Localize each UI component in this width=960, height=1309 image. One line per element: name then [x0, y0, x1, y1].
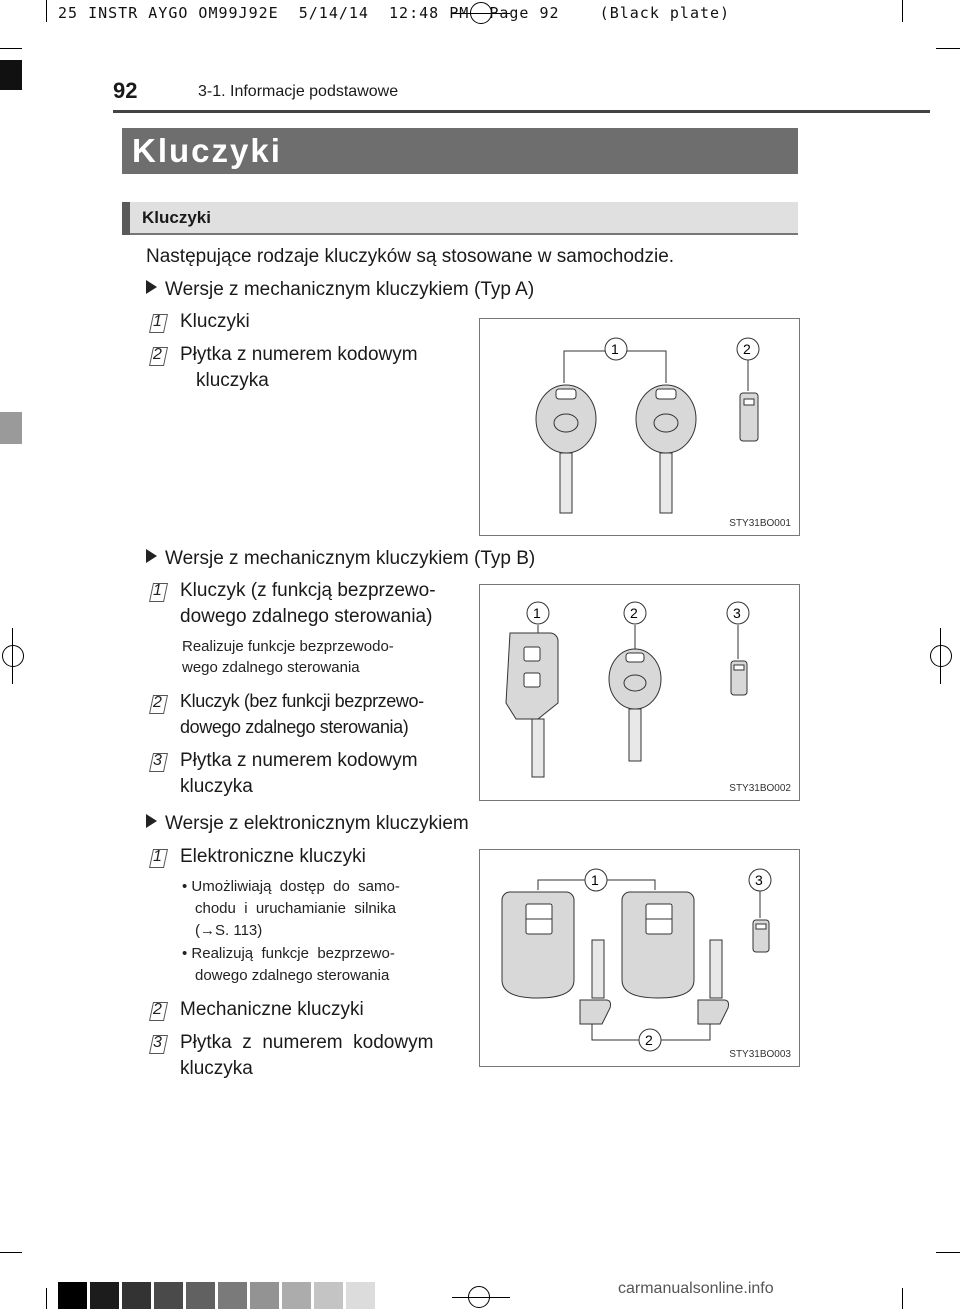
figure-electronic-keys	[479, 849, 800, 1067]
color-swatch	[314, 1282, 343, 1309]
color-swatch	[58, 1282, 87, 1309]
svg-text:2: 2	[645, 1032, 653, 1048]
color-swatch	[186, 1282, 215, 1309]
figure-keys-type-b	[479, 584, 800, 801]
registration-mark-icon	[2, 645, 24, 667]
svg-text:3: 3	[733, 605, 741, 621]
item-label: kluczyka	[196, 370, 269, 391]
item-label: Płytka z numerem kodowym	[180, 1032, 434, 1053]
figure-code: STY31BO003	[729, 1049, 791, 1060]
section-b-heading: Wersje z mechanicznym kluczykiem (Typ B)	[146, 546, 535, 572]
figure-code: STY31BO001	[729, 518, 791, 529]
crop-mark	[12, 628, 13, 684]
subsection-accent	[122, 202, 130, 235]
svg-text:1: 1	[533, 605, 541, 621]
item-label: dowego zdalnego sterowania)	[180, 717, 409, 737]
keys-illustration	[480, 585, 799, 800]
page-number: 92	[113, 78, 138, 103]
crop-mark	[936, 1252, 960, 1253]
crop-mark	[0, 48, 22, 49]
chapter-title: 3-1. Informacje podstawowe	[198, 83, 399, 100]
section-title-bar	[122, 128, 798, 174]
item-note: Realizuje funkcje bezprzewodo-	[182, 638, 394, 655]
item-number: 3	[150, 752, 166, 772]
section-a-heading: Wersje z mechanicznym kluczykiem (Typ A)	[146, 277, 534, 303]
item-number: 3	[150, 1034, 166, 1054]
code-plate-icon	[731, 661, 747, 695]
color-swatch	[154, 1282, 183, 1309]
corner-tab	[0, 60, 22, 90]
color-swatch	[250, 1282, 279, 1309]
mechanical-key-icon	[698, 940, 729, 1024]
key-icon	[536, 385, 596, 513]
color-swatch	[346, 1282, 375, 1309]
print-slug: 25 INSTR AYGO OM99J92E 5/14/14 12:48 PM Page 92 (Black plate)	[58, 4, 731, 22]
item-label: Kluczyki	[180, 311, 250, 332]
crop-mark	[902, 0, 903, 22]
subsection-bar	[122, 202, 798, 235]
mechanical-key-icon	[580, 940, 611, 1024]
arrow-right-icon	[146, 814, 157, 828]
bullet-text: (→S. 113)	[195, 922, 263, 939]
item-label: Kluczyk (z funkcją bezprzewo-	[180, 580, 436, 601]
item-label: Płytka z numerem kodowym	[180, 344, 418, 365]
key-icon	[609, 649, 661, 761]
bullet-text: • Realizują funkcje bezprzewo-	[182, 945, 395, 962]
keys-illustration	[480, 319, 799, 535]
color-swatch	[282, 1282, 311, 1309]
key-icon	[636, 385, 696, 513]
svg-text:2: 2	[630, 605, 638, 621]
item-number: 1	[150, 313, 166, 333]
bullet-text: • Umożliwiają dostęp do samo-	[182, 878, 400, 895]
keys-illustration	[480, 850, 799, 1066]
item-number: 2	[150, 694, 166, 714]
item-label: Elektroniczne kluczyki	[180, 846, 366, 867]
color-swatch	[122, 1282, 151, 1309]
subsection-title: Kluczyki	[142, 208, 211, 227]
item-label: Mechaniczne kluczyki	[180, 999, 364, 1020]
crop-mark	[940, 628, 941, 684]
crop-mark	[46, 1288, 47, 1309]
section-c-heading: Wersje z elektronicznym kluczykiem	[146, 811, 469, 837]
color-swatch	[218, 1282, 247, 1309]
figure-keys-type-a	[479, 318, 800, 536]
svg-text:1: 1	[611, 341, 619, 357]
figure-code: STY31BO002	[729, 783, 791, 794]
svg-text:1: 1	[591, 872, 599, 888]
arrow-right-icon	[146, 549, 157, 563]
crop-mark	[46, 0, 47, 22]
item-label: kluczyka	[180, 1058, 253, 1079]
item-number: 1	[150, 582, 166, 602]
watermark: carmanualsonline.info	[618, 1280, 774, 1297]
item-number: 2	[150, 346, 166, 366]
code-plate-icon	[740, 393, 758, 441]
smart-key-icon	[502, 892, 574, 998]
arrow-right-icon	[146, 280, 157, 294]
chapter-thumb-tab	[0, 412, 22, 444]
bullet-text: dowego zdalnego sterowania	[195, 967, 390, 984]
item-label: Kluczyk (bez funkcji bezprzewo-	[180, 691, 424, 711]
registration-mark-icon	[930, 645, 952, 667]
code-plate-icon	[753, 920, 769, 952]
crop-mark	[936, 48, 960, 49]
page-title: Kluczyki	[132, 132, 282, 169]
item-label: Płytka z numerem kodowym	[180, 750, 418, 771]
color-swatch	[90, 1282, 119, 1309]
item-label: dowego zdalnego sterowania)	[180, 606, 433, 627]
crop-mark	[902, 1288, 903, 1309]
svg-text:2: 2	[743, 341, 751, 357]
item-label: kluczyka	[180, 776, 253, 797]
intro-text: Następujące rodzaje kluczyków są stosowane w samochodzie.	[146, 246, 675, 267]
bullet-text: chodu i uruchamianie silnika	[195, 900, 396, 917]
item-number: 2	[150, 1001, 166, 1021]
smart-key-icon	[622, 892, 694, 998]
item-number: 1	[150, 848, 166, 868]
remote-key-icon	[506, 633, 558, 777]
item-note: wego zdalnego sterowania	[182, 659, 360, 676]
crop-mark	[0, 1252, 22, 1253]
crop-mark	[452, 1297, 510, 1298]
header-rule	[113, 110, 930, 113]
svg-text:3: 3	[755, 872, 763, 888]
